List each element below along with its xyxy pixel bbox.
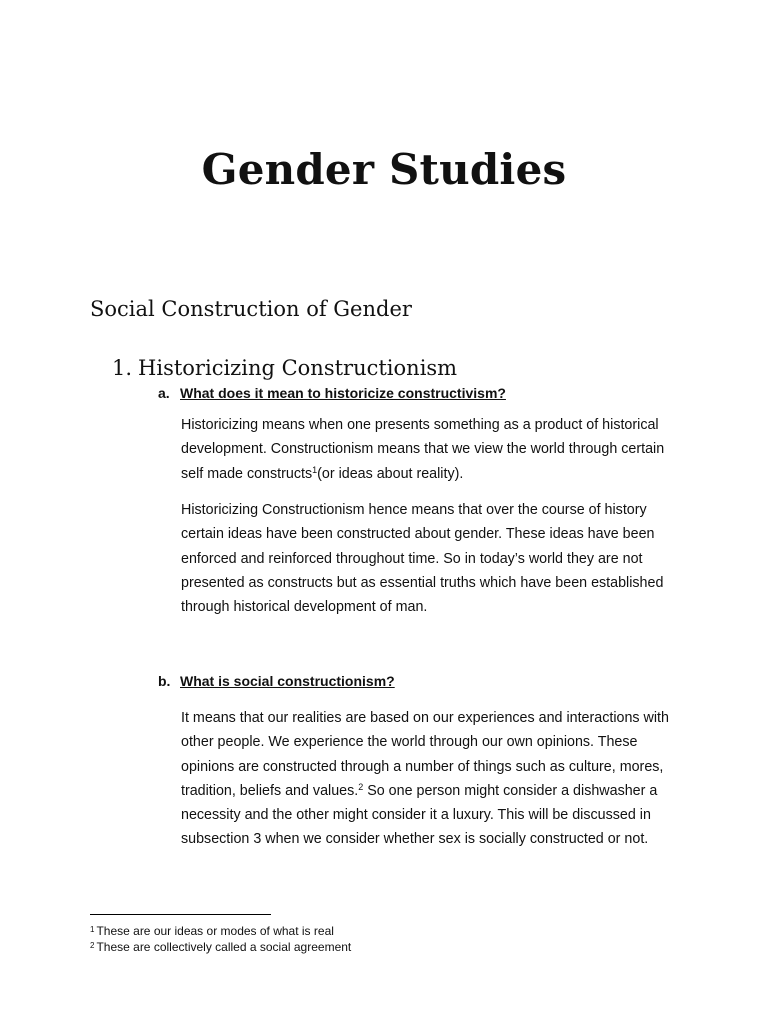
subsection-heading <box>112 356 457 380</box>
footnote-reference: 2 <box>358 781 364 792</box>
paragraph-text: (or ideas about reality). <box>317 465 464 482</box>
question-text: What is social constructionism? <box>180 673 395 689</box>
question-letter: b. <box>158 673 171 689</box>
paragraph-text: It means that our realities are based on our experiences and interactions with other people. We experience the world through our own opinions. These opinions are constructed through a number of things such as culture, mores, tradition, beliefs and values. <box>181 710 669 799</box>
section-heading: Social Construction of Gender <box>90 297 412 321</box>
paragraph-text: Historicizing means when one presents something as a product of historical development. Constructionism means that we view the world through certain self made constructs <box>181 417 665 482</box>
footnote-text: These are our ideas or modes of what is real <box>96 924 334 938</box>
question-a <box>158 385 506 401</box>
paragraph-historicizing-constructionism: Historicizing Constructionism hence means that over the course of history certain ideas have been constructed about gender. These ideas have been enforced and reinforced throughout time. So in today’s world they are not presented as constructs but as essential truths which have been established through historical development of man. <box>181 502 664 616</box>
paragraph-social-constructionism <box>181 706 686 852</box>
paragraph-historicizing-definition <box>181 413 686 486</box>
footnote-2 <box>90 938 351 955</box>
subsection-number: 1. <box>112 356 133 380</box>
footnote-mark: 2 <box>90 941 95 950</box>
footnote-divider <box>90 914 271 915</box>
subsection-title: Historicizing Constructionism <box>138 356 458 380</box>
document-title: Gender Studies <box>201 145 567 194</box>
question-text: What does it mean to historicize constructivism? <box>180 385 506 401</box>
footnote-1 <box>90 922 334 939</box>
footnote-mark: 1 <box>90 925 95 934</box>
footnote-text: These are collectively called a social agreement <box>96 940 352 954</box>
question-b <box>158 673 395 689</box>
footnote-reference: 1 <box>312 464 318 475</box>
paragraph-text: So one person might consider a dishwasher a necessity and the other might consider it a luxury. This will be discussed in subsection 3 when we consider whether sex is socially constructed or not. <box>181 782 658 848</box>
question-letter: a. <box>158 385 170 401</box>
